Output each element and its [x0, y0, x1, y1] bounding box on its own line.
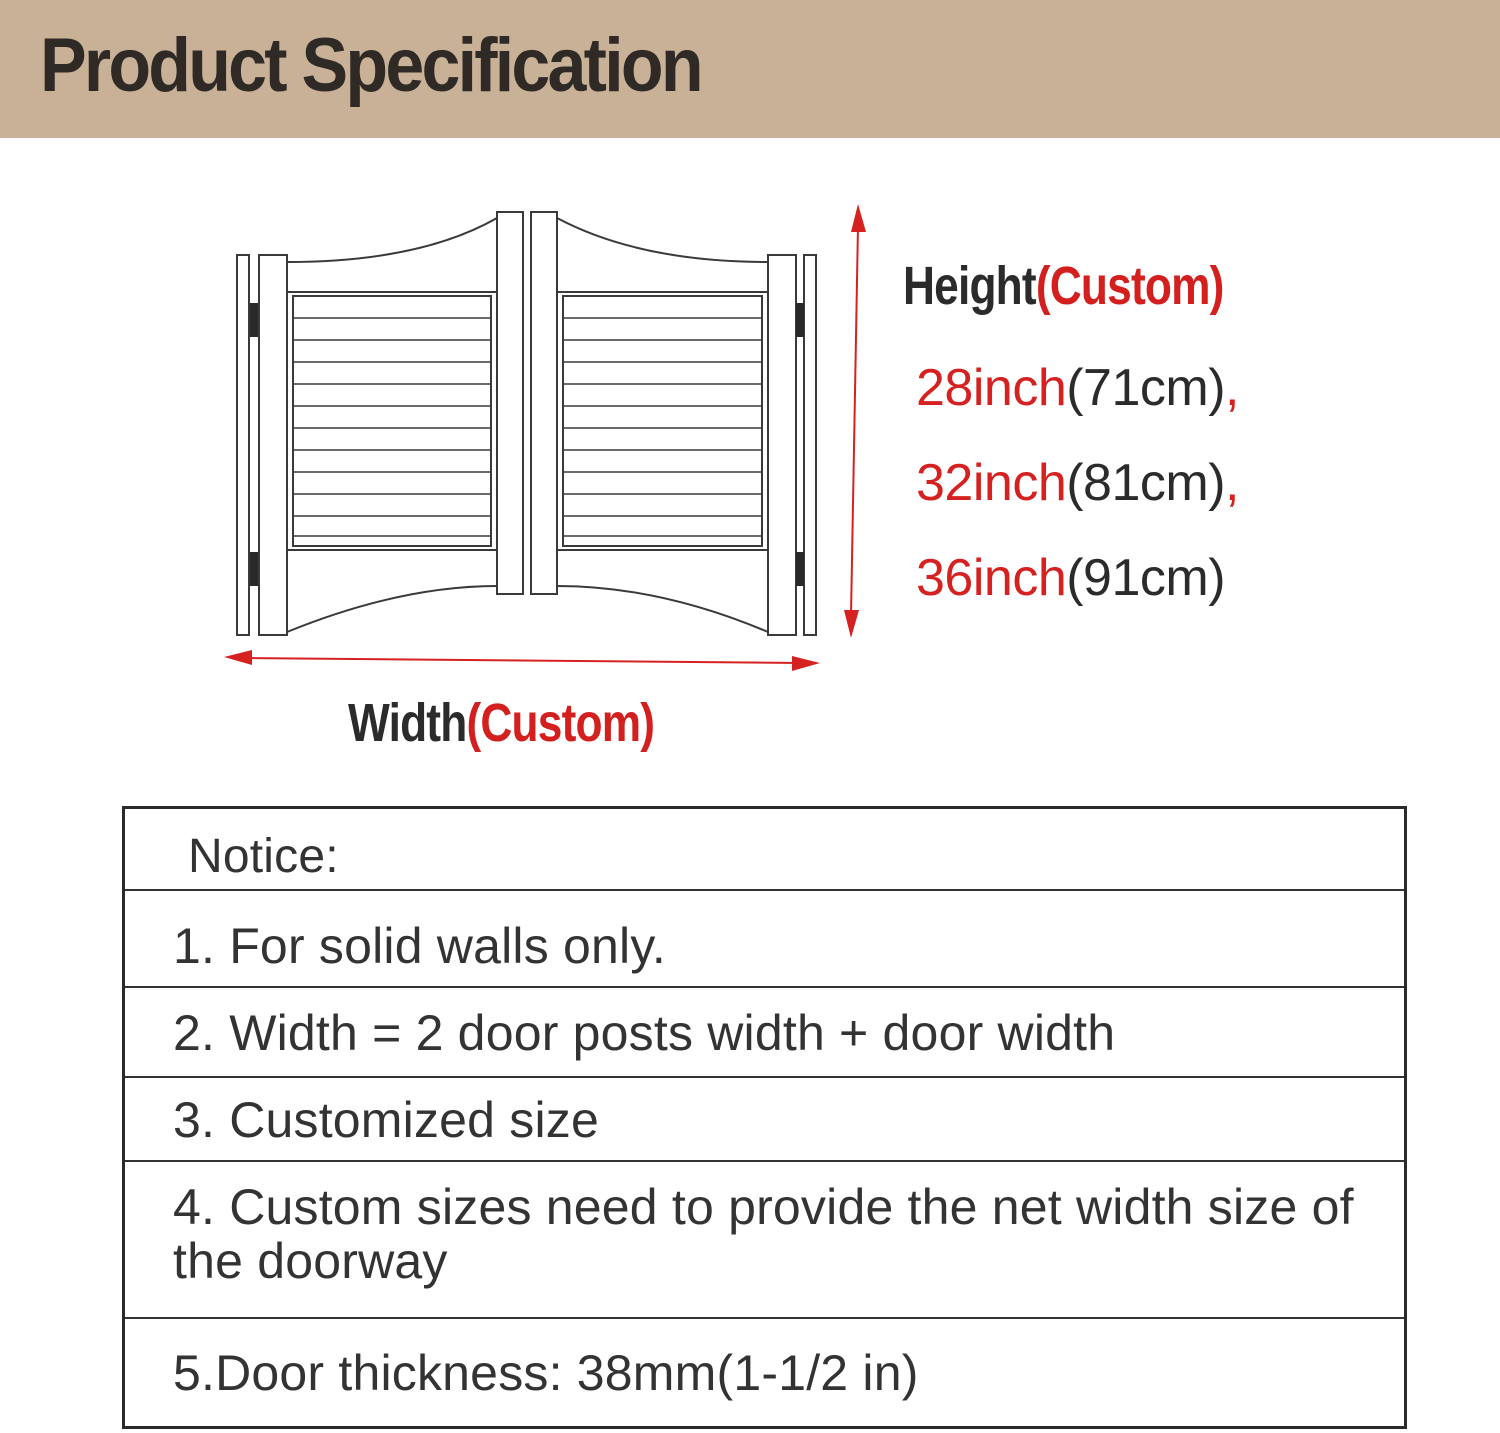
size-cm: (81cm): [1066, 454, 1226, 512]
width-arrow: [224, 650, 820, 671]
height-key: Height: [903, 256, 1036, 316]
right-door: [531, 212, 796, 635]
notice-row-2: [125, 988, 1404, 1078]
width-custom: (Custom): [466, 693, 655, 753]
width-key: Width: [348, 693, 467, 753]
notice-row-3: [125, 1078, 1404, 1162]
hinges: [250, 303, 804, 586]
size-option-32: [916, 454, 1239, 552]
notice-item: 3. Customized size: [173, 1092, 599, 1148]
size-cm: (71cm): [1066, 359, 1226, 417]
width-label: [348, 692, 654, 754]
size-inch: 28inch: [916, 359, 1067, 417]
height-arrow: [844, 204, 866, 638]
notice-title: Notice:: [188, 830, 339, 883]
size-sep: ,: [1225, 359, 1239, 417]
size-option-36: [916, 549, 1239, 647]
notice-table: [122, 806, 1407, 1429]
size-inch: 36inch: [916, 549, 1067, 607]
louver-slats: [293, 318, 762, 536]
notice-row-1: [125, 891, 1404, 988]
notice-item: 5.Door thickness: 38mm(1-1/2 in): [173, 1345, 919, 1401]
notice-header-row: [125, 809, 1404, 891]
left-wall-post: [237, 255, 249, 635]
notice-item: 1. For solid walls only.: [173, 918, 666, 974]
height-size-list: [916, 359, 1239, 647]
left-door: [259, 212, 523, 635]
height-custom: (Custom): [1035, 256, 1224, 316]
height-label: [903, 255, 1224, 317]
size-option-28: [916, 359, 1239, 457]
notice-item: 2. Width = 2 door posts width + door width: [173, 1005, 1116, 1061]
notice-item: 4. Custom sizes need to provide the net width size of the doorway: [173, 1179, 1354, 1289]
size-inch: 32inch: [916, 454, 1067, 512]
size-cm: (91cm): [1066, 549, 1226, 607]
size-sep: ,: [1225, 454, 1239, 512]
notice-row-4: [125, 1162, 1404, 1319]
page-title: Product Specification: [40, 23, 701, 108]
notice-row-5: [125, 1319, 1404, 1426]
right-wall-post: [804, 255, 816, 635]
